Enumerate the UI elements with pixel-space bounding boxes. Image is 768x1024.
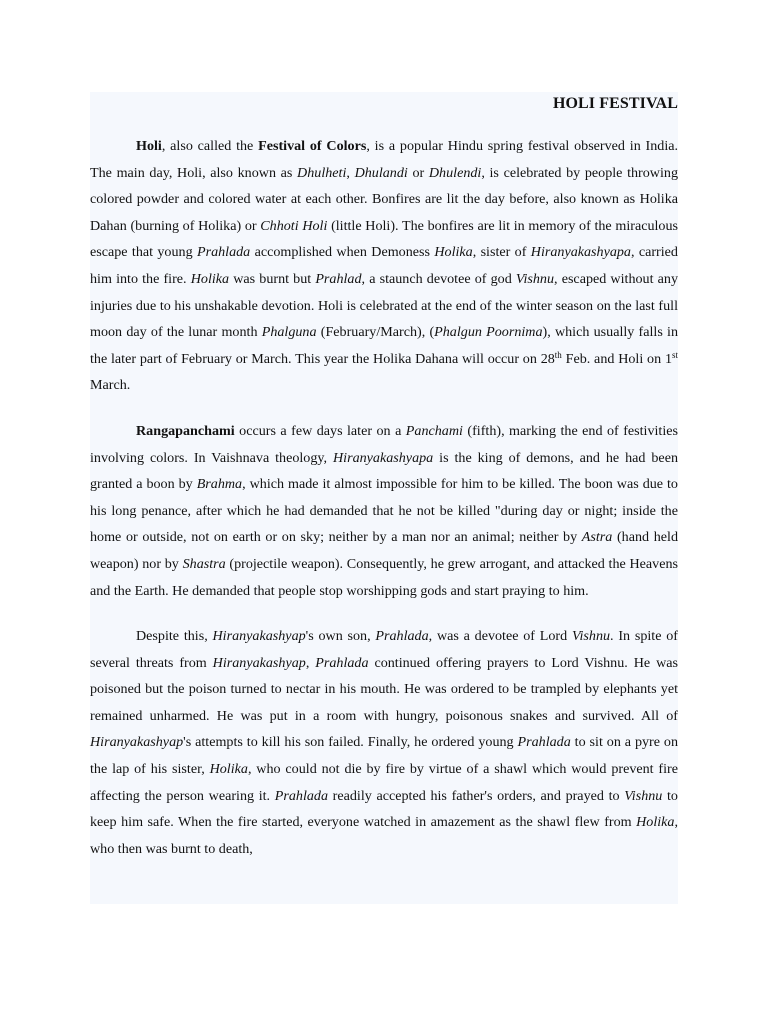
- text-run: , who could not die by fire by virtue of a shawl which would prevent fire affecting the person wearing it.: [90, 761, 678, 804]
- italic-term: Vishnu: [624, 787, 663, 804]
- italic-term: Hiranyakashyap: [90, 734, 184, 751]
- italic-term: Vishnu: [571, 628, 611, 645]
- text-run: continued offering prayers to Lord Vishnu. He was poisoned but the poison turned to nectar in his mouth. He was ordered to be trampled by elephants yet remained unharmed. He was put in a room with hungry, poisonous snakes and survived. All of: [90, 654, 678, 724]
- italic-term: Dhulandi: [354, 164, 408, 181]
- italic-term: Dhulendi: [428, 164, 482, 181]
- text-run: to keep him safe. When the fire started, everyone watched in amazement as the shawl flew from: [90, 787, 678, 831]
- document-body: [90, 93, 678, 881]
- italic-term: Prahlada: [315, 654, 369, 671]
- ordinal-suffix: th: [554, 349, 562, 360]
- ordinal-suffix: st: [671, 349, 678, 360]
- italic-term: Vishnu: [515, 270, 555, 287]
- bold-term: Festival of Colors: [258, 138, 367, 154]
- italic-term: Chhoti Holi: [260, 217, 328, 234]
- text-run: ), which usually falls in the later part of February or March. This year the Holika Dahana will occur on: [90, 324, 678, 367]
- italic-term: Prahlada: [196, 244, 251, 261]
- text-run: . In spite of several threats from: [90, 628, 678, 671]
- italic-term: Prahlada: [274, 787, 328, 804]
- italic-term: Astra: [581, 529, 613, 546]
- text-run: readily accepted his father's orders, and prayed to: [328, 787, 625, 804]
- text-run: , a staunch devotee of god: [361, 270, 516, 287]
- italic-term: Prahlada: [375, 628, 429, 645]
- text-run: to sit on a pyre on the lap of his sister,: [90, 734, 678, 778]
- text-run: , escaped without any injuries due to his unshakable devotion. Holi is celebrated at the end of the winter season on the last full moon day of the lunar month: [90, 270, 678, 341]
- paragraph-holi-intro: [90, 133, 678, 399]
- italic-term: Holika: [209, 761, 248, 778]
- text-run: (little Holi). The bonfires are lit in memory of the miraculous escape that young: [90, 217, 678, 261]
- text-run: , also called the: [161, 138, 259, 154]
- italic-term: Holika: [636, 814, 675, 831]
- text-run: (fifth), marking the end of festivities involving colors. In Vaishnava theology,: [90, 422, 678, 466]
- italic-term: Shastra: [182, 555, 226, 572]
- paragraph-rangapanchami: [90, 418, 678, 604]
- italic-term: Phalguna: [261, 324, 317, 341]
- text-run: (projectile weapon). Consequently, he grew arrogant, and attacked the Heavens and the Earth. He demanded that people stop worshipping gods and start praying to him.: [90, 555, 678, 599]
- text-run: accomplished when Demoness: [250, 244, 435, 261]
- text-run: ,: [305, 654, 316, 671]
- text-run: ,: [346, 164, 355, 181]
- italic-term: Dhulheti: [297, 164, 347, 181]
- italic-term: Prahlad: [315, 270, 362, 287]
- italic-term: Prahlada: [517, 734, 571, 751]
- text-run: is the king of demons, and he had been granted a boon by: [90, 449, 678, 493]
- text-run: (hand held weapon) nor by: [90, 529, 678, 572]
- text-run: Feb. and Holi on: [561, 350, 665, 367]
- bold-term: Holi: [136, 138, 162, 154]
- text-run: (February/March), (: [316, 324, 435, 341]
- italic-term: Hiranyakashyapa: [530, 244, 631, 261]
- italic-term: Holika: [434, 244, 473, 261]
- text-run: Despite this,: [136, 628, 213, 645]
- text-run: , who then was burnt to death,: [90, 814, 678, 857]
- text-run: occurs a few days later on a: [234, 422, 406, 439]
- italic-term: Phalgun Poornima: [434, 324, 543, 341]
- text-run: 's attempts to kill his son failed. Finally, he ordered young: [183, 734, 518, 751]
- italic-term: Hiranyakashyap: [212, 654, 306, 671]
- date-day: 28: [540, 350, 555, 367]
- italic-term: Hiranyakashyap: [212, 628, 306, 645]
- bold-term: Rangapanchami: [136, 422, 235, 439]
- paragraph-prahlada-story: [90, 623, 678, 862]
- italic-term: Holika: [190, 270, 230, 287]
- date-day: 1: [664, 350, 672, 367]
- italic-term: Hiranyakashyapa: [333, 449, 434, 466]
- text-run: , carried him into the fire.: [90, 244, 678, 287]
- text-run: 's own son,: [305, 628, 376, 645]
- text-run: , was a devotee of Lord: [428, 628, 572, 645]
- text-run: , is celebrated by people throwing colored powder and colored water at each other. Bonfires are lit the day before, also known as Holika Dahan (burning of Holika) or: [90, 164, 678, 234]
- text-run: was burnt but: [229, 270, 316, 287]
- italic-term: Brahma: [196, 476, 243, 493]
- text-run: or: [407, 164, 429, 181]
- text-run: , sister of: [472, 244, 531, 261]
- document-title: HOLI FESTIVAL: [552, 95, 678, 112]
- text-run: , is a popular Hindu spring festival observed in India. The main day, Holi, also known as: [90, 138, 679, 181]
- text-run: , which made it almost impossible for him to be killed. The boon was due to his long penance, after which he had demanded that he not be killed "during day or night; inside the home or outside, not on earth or on sky; neither by a man nor an animal; neither by: [90, 476, 678, 546]
- italic-term: Panchami: [405, 422, 463, 439]
- text-run: March.: [90, 377, 131, 394]
